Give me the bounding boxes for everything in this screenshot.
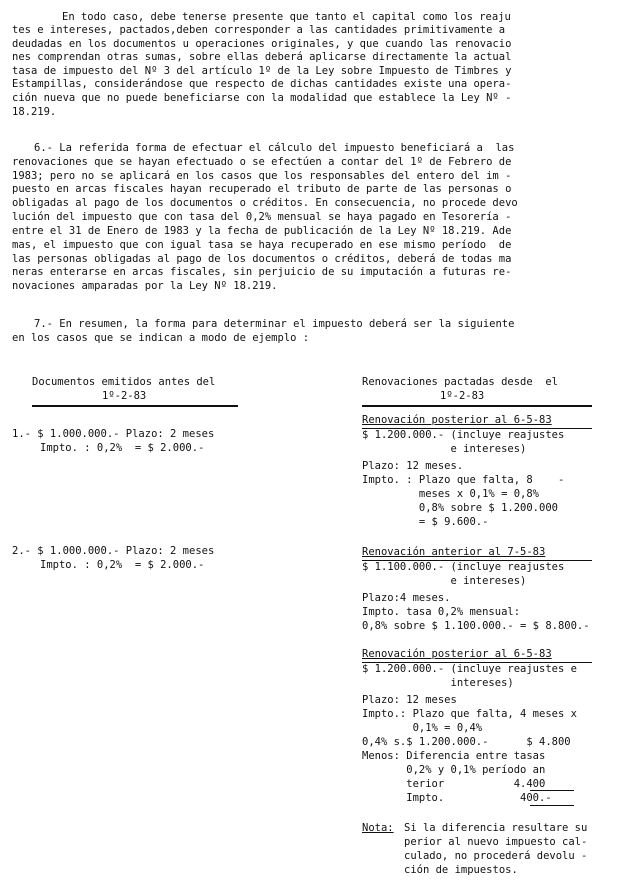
text-line: 0,2% y 0,1% período an bbox=[362, 764, 546, 776]
text-line: 18.219. bbox=[12, 106, 57, 118]
text-line: renovaciones que se hayan efectuado o se efectúen a contar del 1º de Febrero de bbox=[12, 156, 512, 168]
text-line: 7.- En resumen, la forma para determinar el impuesto deberá ser la siguiente bbox=[34, 318, 515, 330]
text-line: Plazo: 12 meses. bbox=[362, 460, 464, 472]
text-line: Impto.: Plazo que falta, 4 meses x bbox=[362, 708, 577, 720]
text-line: Impto. : Plazo que falta, 8 - bbox=[362, 474, 565, 486]
header-rule bbox=[32, 405, 238, 407]
note-line: perior al nuevo impuesto cal- bbox=[404, 836, 588, 848]
text-line: meses x 0,1% = 0,8% bbox=[362, 488, 540, 500]
text-line: = $ 9.600.- bbox=[362, 516, 489, 528]
text-line: intereses) bbox=[362, 677, 514, 689]
text-line: neras enterarse en arcas fiscales, sin perjuicio de su imputación a futuras re- bbox=[12, 266, 512, 278]
text-line: $ 1.200.000.- (incluye reajustes e bbox=[362, 663, 577, 675]
note-line: culado, no procederá devolu - bbox=[404, 850, 588, 862]
block-3-title: Renovación posterior al 6-5-83 bbox=[362, 648, 552, 660]
text-line: lución del impuesto que con tasa del 0,2% mensual se haya pagado en Tesorería - bbox=[12, 211, 512, 223]
example-2-amount: 2.- $ 1.000.000.- Plazo: 2 meses bbox=[12, 545, 215, 557]
text-line: 6.- La referida forma de efectuar el cálculo del impuesto beneficiará a las bbox=[34, 142, 515, 154]
text-line: En todo caso, debe tenerse presente que tanto el capital como los reaju bbox=[62, 11, 511, 23]
text-line: en los casos que se indican a modo de ejemplo : bbox=[12, 332, 310, 344]
text-line: Plazo:4 meses. bbox=[362, 592, 451, 604]
note-line: ción de impuestos. bbox=[404, 864, 518, 876]
text-line: las personas obligadas al pago de los documentos o créditos, deberá de todas ma bbox=[12, 253, 512, 265]
text-line: Impto. tasa 0,2% mensual: bbox=[362, 606, 521, 618]
text-line: 1983; pero no se aplicará en los casos que los responsables del entero del im - bbox=[12, 170, 512, 182]
text-line: Plazo: 12 meses bbox=[362, 694, 457, 706]
text-line: Estampillas, considerándose que respecto de dichas cantidades existe una opera- bbox=[12, 78, 512, 90]
text-line: puesto en arcas fiscales hayan recuperado el tributo de parte de las personas o bbox=[12, 183, 512, 195]
text-line: 0,1% = 0,4% bbox=[362, 722, 483, 734]
header-rule bbox=[362, 405, 592, 407]
text-line: ción nueva que no puede beneficiarse con la modalidad que establece la Ley Nº - bbox=[12, 92, 512, 104]
note-label: Nota: bbox=[362, 822, 394, 834]
text-line: tes e intereses, pactados,deben corresponder a las cantidades primitivamente a bbox=[12, 24, 506, 36]
example-1-tax: Impto. : 0,2% = $ 2.000.- bbox=[40, 442, 205, 454]
example-2-tax: Impto. : 0,2% = $ 2.000.- bbox=[40, 559, 205, 571]
text-line: 0,8% sobre $ 1.100.000.- = $ 8.800.- bbox=[362, 620, 590, 632]
text-line: $ 1.100.000.- (incluye reajustes bbox=[362, 561, 565, 573]
text-line: Menos: Diferencia entre tasas bbox=[362, 750, 546, 762]
text-line: mas, el impuesto que con igual tasa se haya recuperado en ese mismo período de bbox=[12, 239, 512, 251]
note-line: Si la diferencia resultare su bbox=[404, 822, 588, 834]
text-line: nes comprendan otras sumas, sobre ellas deberá aplicarse directamente la actual bbox=[12, 51, 512, 63]
column-header-date: 1º-2-83 bbox=[440, 390, 485, 402]
text-line: Impto. 400.- bbox=[362, 792, 552, 804]
column-header: Documentos emitidos antes del bbox=[32, 376, 216, 388]
text-line: terior 4.400 bbox=[362, 778, 546, 790]
total-rule bbox=[530, 805, 574, 806]
text-line: entre el 31 de Enero de 1983 y la fecha de publicación de la Ley Nº 18.219. Ade bbox=[12, 225, 512, 237]
subtotal-rule bbox=[530, 790, 574, 791]
text-line: novaciones amparadas por la Ley Nº 18.219. bbox=[12, 280, 278, 292]
column-header: Renovaciones pactadas desde el bbox=[362, 376, 558, 388]
text-line: e intereses) bbox=[362, 575, 527, 587]
text-line: tasa de impuesto del Nº 3 del artículo 1º de la Ley sobre Impuesto de Timbres y bbox=[12, 65, 512, 77]
text-line: obligadas al pago de los documentos o créditos. En consecuencia, no procede devo bbox=[12, 197, 518, 209]
block-2-title: Renovación anterior al 7-5-83 bbox=[362, 546, 546, 558]
block-1-title: Renovación posterior al 6-5-83 bbox=[362, 414, 552, 426]
text-line: e intereses) bbox=[362, 443, 527, 455]
column-header-date: 1º-2-83 bbox=[102, 390, 147, 402]
text-line: 0,4% s.$ 1.200.000.- $ 4.800 bbox=[362, 736, 571, 748]
example-1-amount: 1.- $ 1.000.000.- Plazo: 2 meses bbox=[12, 428, 215, 440]
text-line: 0,8% sobre $ 1.200.000 bbox=[362, 502, 558, 514]
text-line: $ 1.200.000.- (incluye reajustes bbox=[362, 429, 565, 441]
text-line: deudadas en los documentos u operaciones originales, y que cuando las renovacio bbox=[12, 38, 512, 50]
